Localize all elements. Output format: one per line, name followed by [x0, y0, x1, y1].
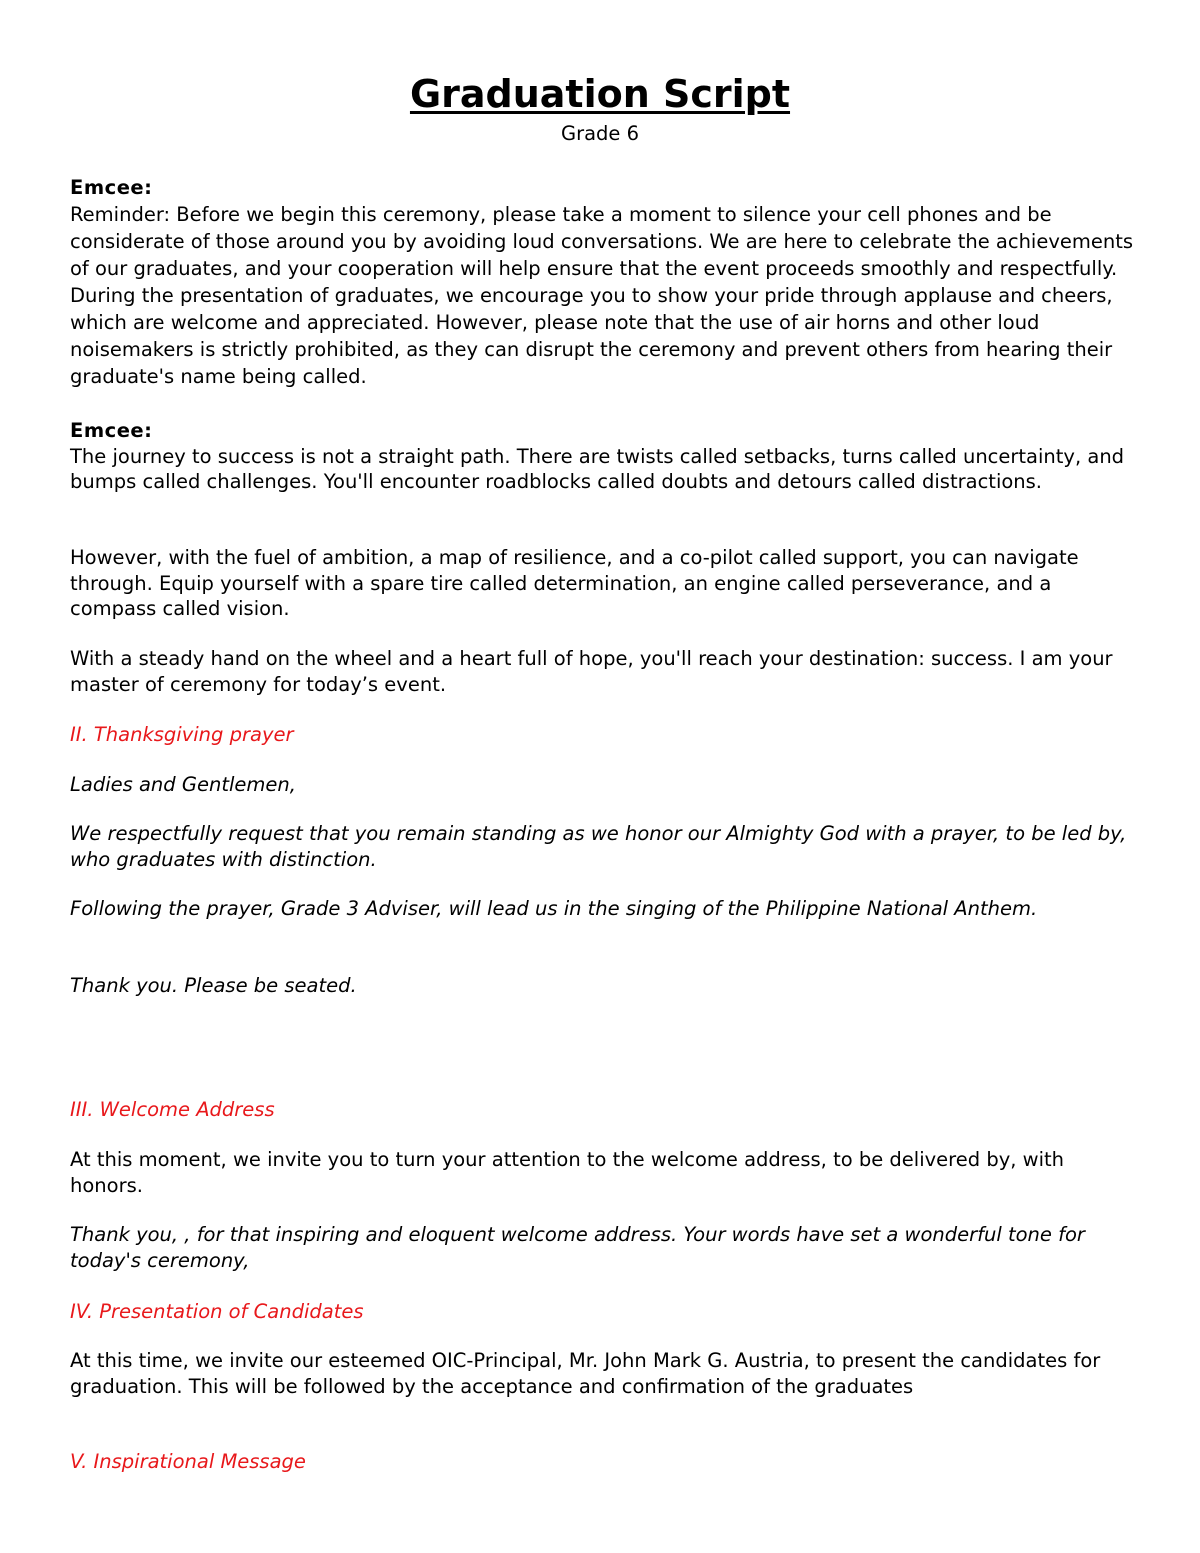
- seated-paragraph: Thank you. Please be seated.: [70, 974, 357, 997]
- section-heading-welcome: III. Welcome Address: [70, 1098, 275, 1121]
- prayer-request-paragraph: We respectfully request that you remain standing as we honor our Almighty God with a prayer, to be led by, who graduates with distinction.: [70, 822, 1127, 871]
- journey-paragraph: The journey to success is not a straight path. There are twists called setbacks, turns called uncertainty, and bumps called challenges. You'll encounter roadblocks called doubts and detours called distractions.: [70, 444, 1125, 493]
- section-heading-inspirational: V. Inspirational Message: [70, 1450, 306, 1473]
- steady-paragraph: With a steady hand on the wheel and a heart full of hope, you'll reach your destination: success. I am your master of ceremony for today’s event.: [70, 647, 1113, 696]
- document-subtitle: Grade 6: [560, 122, 640, 145]
- emcee-label-2: Emcee:: [70, 419, 153, 442]
- welcome-invite-paragraph: At this moment, we invite you to turn your attention to the welcome address, to be delivered by, with honors.: [70, 1148, 1065, 1197]
- welcome-thanks-paragraph: Thank you, , for that inspiring and eloquent welcome address. Your words have set a wonderful tone for today's ceremony,: [70, 1223, 1085, 1272]
- however-paragraph: However, with the fuel of ambition, a map of resilience, and a co-pilot called support, you can navigate through. Equip yourself with a spare tire called determination, an engine called perseverance, and a compass called vision.: [70, 546, 1079, 620]
- section-heading-thanksgiving: II. Thanksgiving prayer: [70, 723, 294, 746]
- reminder-paragraph: Reminder: Before we begin this ceremony, please take a moment to silence your cell phones and be considerate of those around you by avoiding loud conversations. We are here to celebrate the achievements of our graduates, and your cooperation will help ensure that the event proceeds smoothly and respectfully. During the presentation of graduates, we encourage you to show your pride through applause and cheers, which are welcome and appreciated. However, please note that the use of air horns and other loud noisemakers is strictly prohibited, as they can disrupt the ceremony and prevent others from hearing their graduate's name being called.: [70, 203, 1134, 388]
- section-heading-candidates: IV. Presentation of Candidates: [70, 1300, 364, 1323]
- document-title: Graduation Script: [409, 72, 791, 116]
- anthem-paragraph: Following the prayer, Grade 3 Adviser, will lead us in the singing of the Philippine National Anthem.: [70, 897, 1038, 920]
- emcee-label: Emcee:: [70, 176, 153, 199]
- emcee-reminder-block: [70, 174, 1135, 390]
- candidates-paragraph: At this time, we invite our esteemed OIC-Principal, Mr. John Mark G. Austria, to present the candidates for graduation. This will be followed by the acceptance and confirmation of the graduates: [70, 1349, 1101, 1398]
- emcee-journey-block: [70, 418, 1135, 495]
- salutation-paragraph: Ladies and Gentlemen,: [70, 773, 296, 796]
